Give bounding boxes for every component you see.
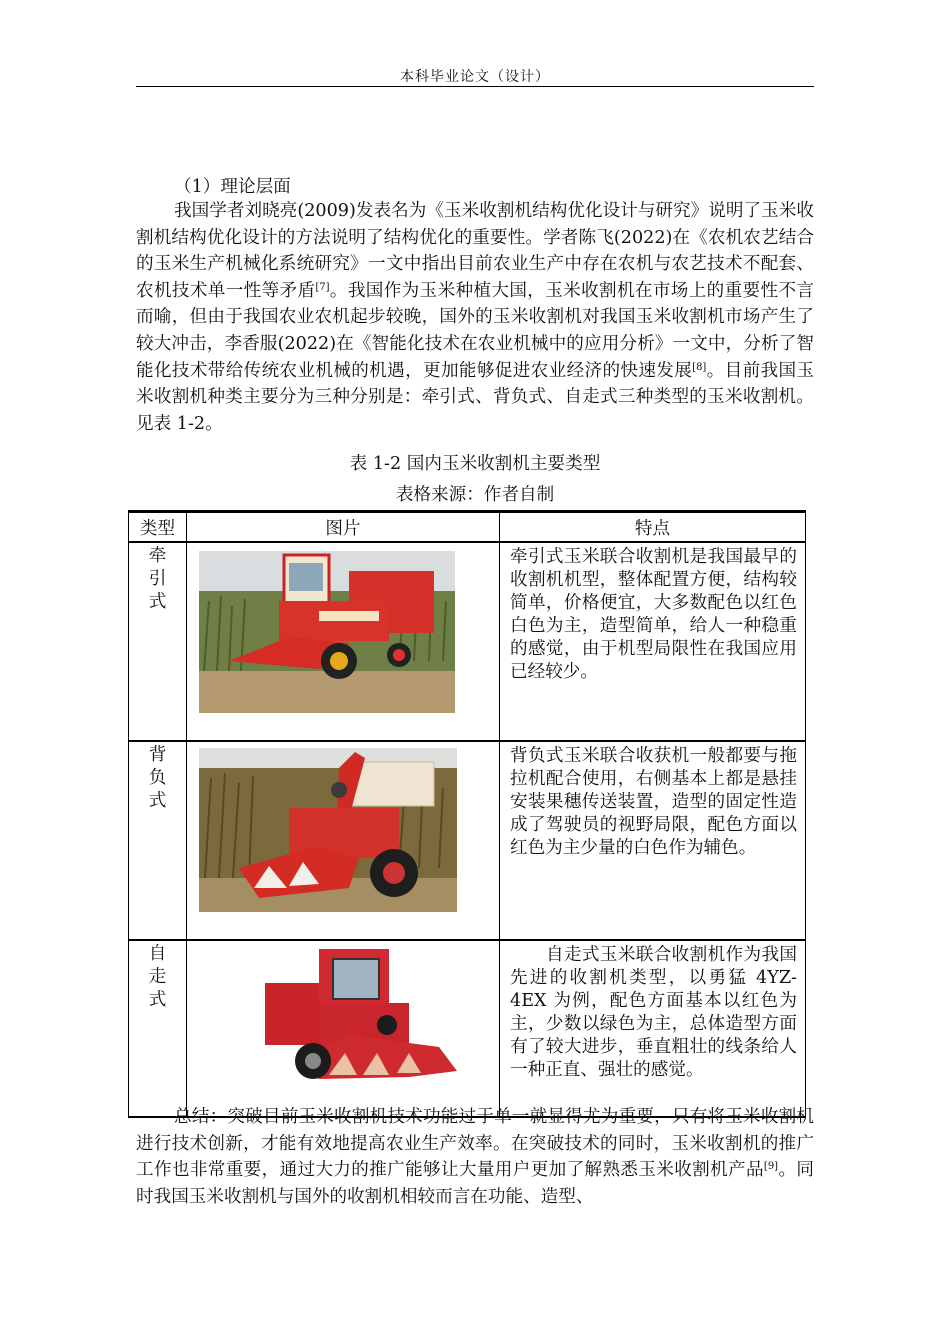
trailed-harvester-photo [199, 551, 455, 713]
image-cell [187, 542, 500, 741]
citation-ref: [8] [692, 361, 707, 373]
citation-ref: [9] [763, 1161, 779, 1173]
table-header-row [129, 512, 806, 543]
paragraph-text: 我国学者刘晓亮(2009)发表名为《玉米收割机结构优化设计与研究》说明了玉米收割机结构优化设计的方法说明了结构优化的重要性。学者陈飞(2022)在《农机农艺结合的玉米生产机械化系统研究》一文中指出目前农业生产中存在农机与农艺技术不配套、农机技术单一性等矛盾 [136, 201, 814, 301]
body-paragraph [136, 198, 814, 437]
table-source: 表格来源：作者自制 [395, 485, 555, 505]
type-cell [129, 542, 187, 741]
summary-text: 。同时我国玉米收割机与国外的收割机相较而言在功能、造型、 [136, 1160, 814, 1207]
citation-ref: [7] [315, 281, 330, 293]
type-char: 牵 [148, 546, 167, 566]
paragraph-text: 。目前我国玉米收割机种类主要分为三种分别是：牵引式、背负式、自走式三种类型的玉米收割机。见表 1-2。 [136, 360, 814, 434]
type-cell [129, 940, 187, 1117]
type-char: 自 [148, 944, 167, 964]
page-header: 本科毕业论文（设计） [400, 69, 550, 85]
table-row [129, 542, 806, 741]
image-cell [187, 940, 500, 1117]
summary-text: 总结：突破目前玉米收割机技术功能过于单一就显得尤为重要，只有将玉米收割机进行技术创新，才能有效地提高农业生产效率。在突破技术的同时，玉米收割机的推广工作也非常重要，通过大力的推广能够让大量用户更加了解熟悉玉米收割机产品 [136, 1107, 814, 1181]
header-image: 图片 [187, 512, 500, 543]
header-rule [136, 86, 814, 87]
image-cell [187, 741, 500, 940]
section-heading: （1）理论层面 [174, 177, 291, 197]
table-caption: 表 1-2 国内玉米收割机主要类型 [349, 454, 601, 474]
mounted-harvester-photo [199, 748, 457, 912]
type-cell [129, 741, 187, 940]
type-char: 式 [148, 990, 167, 1010]
type-char: 负 [148, 768, 167, 788]
type-char: 背 [148, 745, 167, 765]
harvester-types-table [128, 510, 806, 1118]
paragraph-text: 。我国作为玉米种植大国，玉米收割机在市场上的重要性不言而喻，但由于我国农业农机起步较晚，国外的玉米收割机对我国玉米收割机市场产生了较大冲击，李香服(2022)在《智能化技术在农业机械中的应用分析》一文中，分析了智能化技术带给传统农业机械的机遇，更加能够促进农业经济的快速发展 [136, 280, 814, 381]
summary-paragraph [136, 1104, 814, 1210]
features-cell: 牵引式玉米联合收割机是我国最早的收割机机型，整体配置方便，结构较简单，价格便宜，大多数配色以红色白色为主，造型简单，给人一种稳重的感觉，由于机型局限性在我国应用已经较少。 [500, 542, 806, 741]
type-char: 式 [148, 791, 167, 811]
type-char: 式 [148, 592, 167, 612]
features-cell: 自走式玉米联合收割机作为我国先进的收割机类型，以勇猛 4YZ-4EX 为例，配色方面基本以红色为主，少数以绿色为主，总体造型方面有了较大进步，垂直粗壮的线条给人一种正直、强壮的感觉。 [500, 940, 806, 1117]
header-type: 类型 [129, 512, 187, 543]
table-row [129, 741, 806, 940]
self-propelled-harvester-photo [259, 943, 461, 1093]
type-char: 走 [148, 967, 167, 987]
type-char: 引 [148, 569, 167, 589]
features-cell: 背负式玉米联合收获机一般都要与拖拉机配合使用，右侧基本上都是悬挂安装果穗传送装置，造型的固定性造成了驾驶员的视野局限，配色方面以红色为主少量的白色作为辅色。 [500, 741, 806, 940]
table-row [129, 940, 806, 1117]
header-features: 特点 [500, 512, 806, 543]
